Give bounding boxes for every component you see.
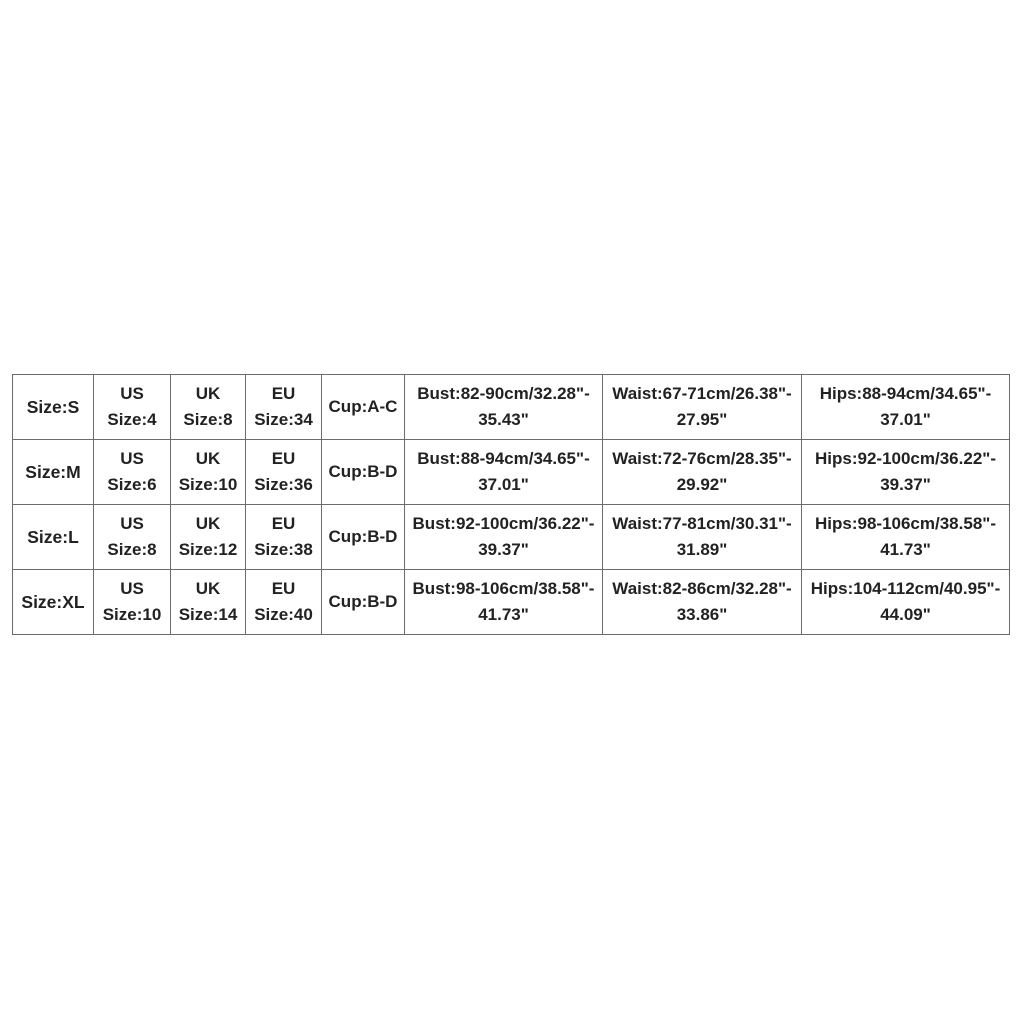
table-row	[13, 375, 1010, 440]
hips-cell: Hips:88-94cm/34.65"- 37.01"	[802, 375, 1010, 440]
us-size-cell: US Size:4	[94, 375, 171, 440]
eu-size-cell: EU Size:38	[246, 505, 322, 570]
cup-cell: Cup:B-D	[322, 505, 405, 570]
bust-cell: Bust:92-100cm/36.22"- 39.37"	[405, 505, 603, 570]
eu-size-cell: EU Size:36	[246, 440, 322, 505]
table-row	[13, 440, 1010, 505]
bust-cell: Bust:98-106cm/38.58"- 41.73"	[405, 570, 603, 635]
size-label: Size:S	[13, 375, 94, 440]
waist-cell: Waist:67-71cm/26.38"- 27.95"	[603, 375, 802, 440]
waist-cell: Waist:82-86cm/32.28"- 33.86"	[603, 570, 802, 635]
hips-cell: Hips:98-106cm/38.58"- 41.73"	[802, 505, 1010, 570]
waist-cell: Waist:77-81cm/30.31"- 31.89"	[603, 505, 802, 570]
bust-cell: Bust:88-94cm/34.65"- 37.01"	[405, 440, 603, 505]
us-size-cell: US Size:10	[94, 570, 171, 635]
eu-size-cell: EU Size:34	[246, 375, 322, 440]
hips-cell: Hips:104-112cm/40.95"- 44.09"	[802, 570, 1010, 635]
size-label: Size:L	[13, 505, 94, 570]
us-size-cell: US Size:8	[94, 505, 171, 570]
uk-size-cell: UK Size:14	[171, 570, 246, 635]
uk-size-cell: UK Size:10	[171, 440, 246, 505]
size-chart-table	[12, 374, 1010, 635]
bust-cell: Bust:82-90cm/32.28"- 35.43"	[405, 375, 603, 440]
cup-cell: Cup:B-D	[322, 570, 405, 635]
table-row	[13, 505, 1010, 570]
us-size-cell: US Size:6	[94, 440, 171, 505]
size-label: Size:M	[13, 440, 94, 505]
cup-cell: Cup:A-C	[322, 375, 405, 440]
uk-size-cell: UK Size:8	[171, 375, 246, 440]
uk-size-cell: UK Size:12	[171, 505, 246, 570]
waist-cell: Waist:72-76cm/28.35"- 29.92"	[603, 440, 802, 505]
cup-cell: Cup:B-D	[322, 440, 405, 505]
hips-cell: Hips:92-100cm/36.22"- 39.37"	[802, 440, 1010, 505]
table-row	[13, 570, 1010, 635]
size-label: Size:XL	[13, 570, 94, 635]
eu-size-cell: EU Size:40	[246, 570, 322, 635]
